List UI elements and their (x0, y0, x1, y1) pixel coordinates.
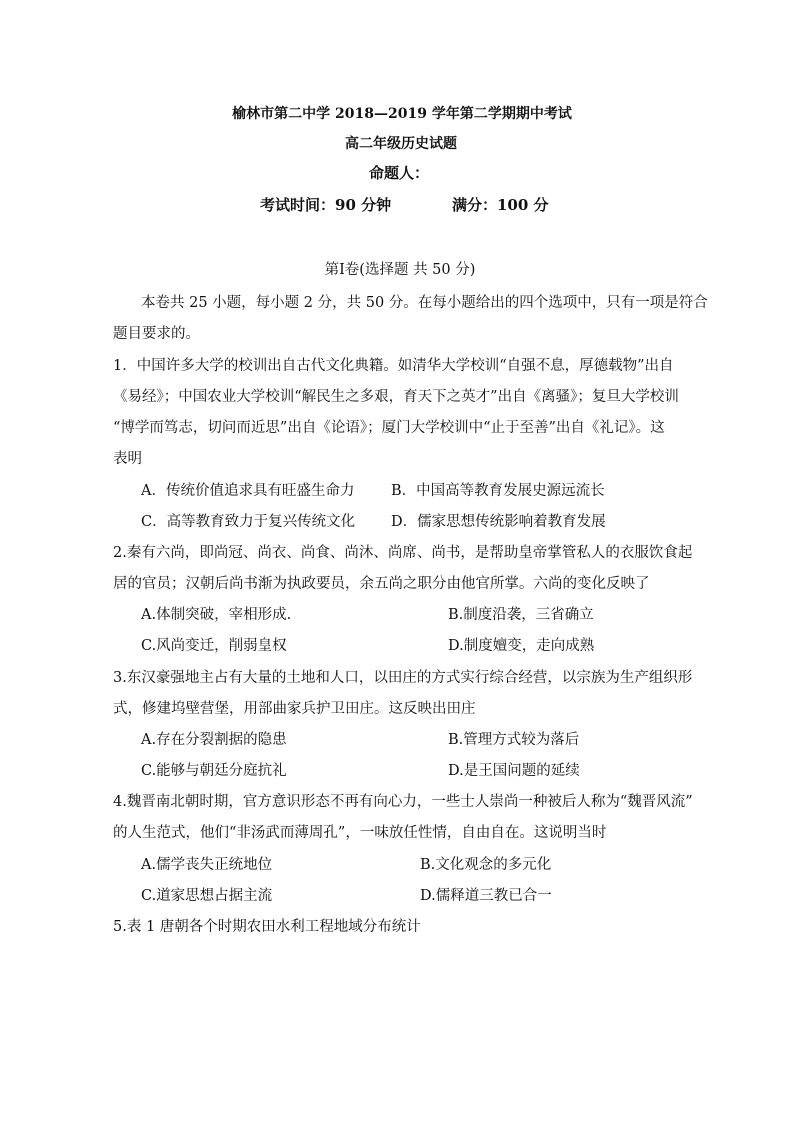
question-2-text: 2.秦有六尚，即尚冠、尚衣、尚食、尚沐、尚席、尚书，是帮助皇帝掌管私人的衣服饮食起 (113, 545, 693, 561)
question-1-text: “博学而笃志，切问而近思”出自《论语》；厦门大学校训中“止于至善”出自《礼记》。这 (113, 420, 665, 436)
exam-score: 满分：100 分 (452, 196, 549, 214)
question-1-option-b: B．中国高等教育发展史源远流长 (391, 483, 605, 499)
exam-subtitle: 高二年级历史试题 (345, 136, 457, 152)
question-3-text: 3.东汉豪强地主占有大量的土地和人口，以田庄的方式实行综合经营，以宗族为生产组织形 (113, 670, 693, 686)
question-5-text: 5.表 1 唐朝各个时期农田水利工程地域分布统计 (113, 919, 421, 935)
question-1-option-d: D．儒家思想传统影响着教育发展 (391, 514, 606, 530)
question-2-option-d: D.制度嬗变，走向成熟 (448, 638, 595, 654)
question-4-option-c: C.道家思想占据主流 (141, 888, 273, 904)
exam-time: 考试时间：90 分钟 (260, 196, 392, 214)
question-4-option-a: A.儒学丧失正统地位 (141, 857, 273, 873)
question-4-option-b: B.文化观念的多元化 (420, 857, 552, 873)
question-2-option-c: C.风尚变迁，削弱皇权 (141, 638, 287, 654)
question-1-option-c: C．高等教育致力于复兴传统文化 (141, 514, 356, 530)
section-intro: 本卷共 25 小题，每小题 2 分，共 50 分。在每小题给出的四个选项中，只有一项是符合 (141, 295, 708, 311)
section-intro: 题目要求的。 (113, 326, 200, 342)
question-1-option-a: A．传统价值追求具有旺盛生命力 (141, 483, 355, 499)
question-4-text: 的人生范式，他们“非汤武而薄周孔”，一味放任性情，自由自在。这说明当时 (113, 825, 607, 841)
question-3-option-d: D.是王国问题的延续 (448, 763, 580, 779)
question-2-option-a: A.体制突破，宰相形成. (141, 607, 292, 623)
question-3-option-b: B.管理方式较为落后 (448, 732, 580, 748)
question-3-text: 式，修建坞壁营堡，用部曲家兵护卫田庄。这反映出田庄 (113, 701, 476, 717)
question-3-option-a: A.存在分裂割据的隐患 (141, 732, 287, 748)
question-4-option-d: D.儒释道三教已合一 (420, 888, 552, 904)
question-2-option-b: B.制度沿袭，三省确立 (448, 607, 594, 623)
question-1-text: 1．中国许多大学的校训出自古代文化典籍。如清华大学校训“自强不息，厚德载物”出自 (113, 358, 674, 374)
question-2-text: 居的官员；汉朝后尚书渐为执政要员，余五尚之职分由他官所掌。六尚的变化反映了 (113, 576, 650, 592)
question-1-text: 表明 (113, 451, 142, 467)
question-4-text: 4.魏晋南北朝时期，官方意识形态不再有向心力，一些士人崇尚一种被后人称为“魏晋风流” (113, 794, 693, 810)
exam-title: 榆林市第二中学 2018—2019 学年第二学期期中考试 (232, 106, 572, 122)
exam-author: 命题人： (368, 164, 429, 182)
section-title: 第Ⅰ卷(选择题 共 50 分) (324, 262, 476, 278)
question-1-text: 《易经》；中国农业大学校训“解民生之多艰，育天下之英才”出自《离骚》；复旦大学校训 (113, 389, 679, 405)
question-3-option-c: C.能够与朝廷分庭抗礼 (141, 763, 287, 779)
